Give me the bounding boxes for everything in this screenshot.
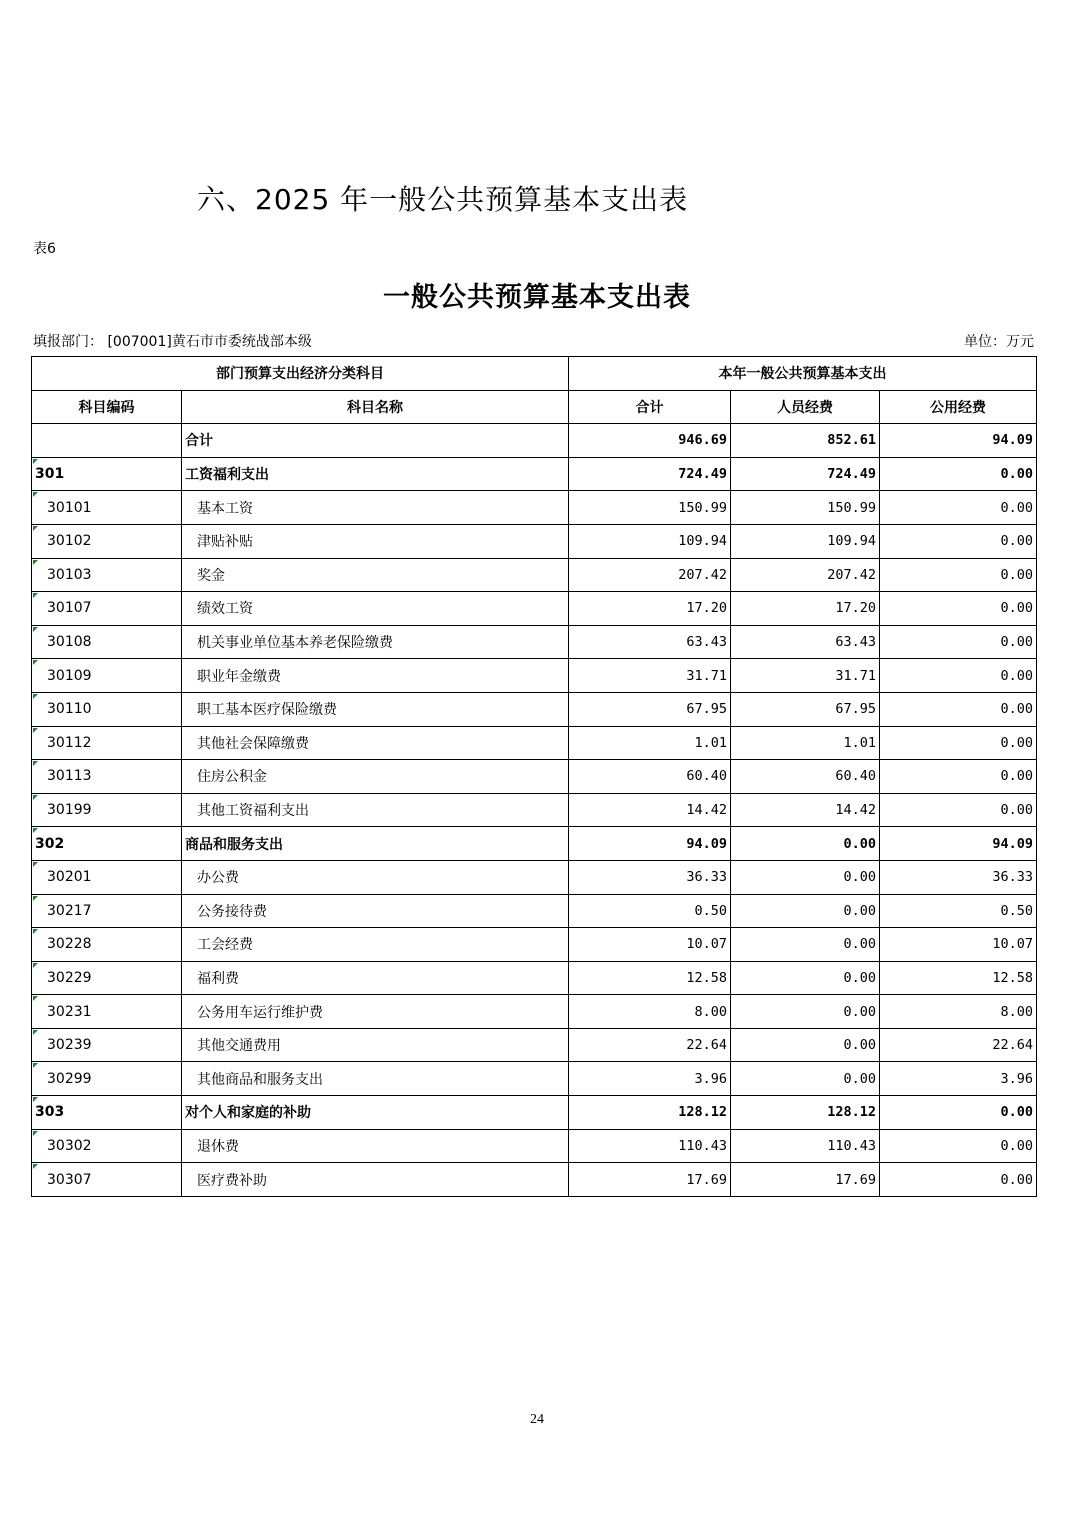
cell-code: 30239 xyxy=(32,1028,182,1062)
cell-code: 301 xyxy=(32,457,182,491)
cell-code: 30302 xyxy=(32,1129,182,1163)
cell-name: 职工基本医疗保险缴费 xyxy=(182,692,569,726)
cell-code: 30199 xyxy=(32,793,182,827)
reporting-department: 填报部门： [007001]黄石市市委统战部本级 xyxy=(33,334,312,350)
cell-public: 8.00 xyxy=(880,995,1037,1029)
cell-name: 其他社会保障缴费 xyxy=(182,726,569,760)
cell-code: 30201 xyxy=(32,860,182,894)
cell-public: 3.96 xyxy=(880,1062,1037,1096)
cell-code: 30299 xyxy=(32,1062,182,1096)
table-row xyxy=(32,928,1037,962)
cell-personnel: 1.01 xyxy=(731,726,880,760)
table-row xyxy=(32,592,1037,626)
cell-public: 0.00 xyxy=(880,457,1037,491)
cell-name: 办公费 xyxy=(182,860,569,894)
cell-public: 22.64 xyxy=(880,1028,1037,1062)
header-group-row xyxy=(32,357,1037,391)
cell-name: 公务用车运行维护费 xyxy=(182,995,569,1029)
cell-public: 0.00 xyxy=(880,692,1037,726)
cell-name: 工资福利支出 xyxy=(182,457,569,491)
header-name: 科目名称 xyxy=(182,390,569,424)
cell-name: 商品和服务支出 xyxy=(182,827,569,861)
cell-name: 其他交通费用 xyxy=(182,1028,569,1062)
cell-public: 0.00 xyxy=(880,760,1037,794)
cell-total: 31.71 xyxy=(569,659,731,693)
cell-total: 724.49 xyxy=(569,457,731,491)
header-code: 科目编码 xyxy=(32,390,182,424)
cell-personnel: 63.43 xyxy=(731,625,880,659)
cell-code: 30307 xyxy=(32,1163,182,1197)
cell-public: 0.00 xyxy=(880,524,1037,558)
cell-code: 30108 xyxy=(32,625,182,659)
cell-name: 退休费 xyxy=(182,1129,569,1163)
cell-public: 0.00 xyxy=(880,659,1037,693)
cell-code: 30110 xyxy=(32,692,182,726)
cell-total: 94.09 xyxy=(569,827,731,861)
cell-personnel: 17.69 xyxy=(731,1163,880,1197)
cell-total: 110.43 xyxy=(569,1129,731,1163)
cell-code: 30228 xyxy=(32,928,182,962)
header-total: 合计 xyxy=(569,390,731,424)
cell-public: 0.00 xyxy=(880,625,1037,659)
table-row xyxy=(32,995,1037,1029)
header-personnel: 人员经费 xyxy=(731,390,880,424)
table-row xyxy=(32,524,1037,558)
table-row xyxy=(32,1163,1037,1197)
cell-name: 合计 xyxy=(182,424,569,458)
cell-public: 94.09 xyxy=(880,827,1037,861)
cell-name: 津贴补贴 xyxy=(182,524,569,558)
cell-personnel: 0.00 xyxy=(731,827,880,861)
category-row xyxy=(32,827,1037,861)
cell-personnel: 207.42 xyxy=(731,558,880,592)
cell-public: 0.00 xyxy=(880,558,1037,592)
cell-total: 22.64 xyxy=(569,1028,731,1062)
cell-code xyxy=(32,424,182,458)
cell-public: 94.09 xyxy=(880,424,1037,458)
table-row xyxy=(32,860,1037,894)
cell-personnel: 67.95 xyxy=(731,692,880,726)
table-row xyxy=(32,1028,1037,1062)
cell-public: 10.07 xyxy=(880,928,1037,962)
cell-public: 0.00 xyxy=(880,1163,1037,1197)
table-row xyxy=(32,894,1037,928)
cell-personnel: 0.00 xyxy=(731,995,880,1029)
cell-personnel: 724.49 xyxy=(731,457,880,491)
cell-total: 17.20 xyxy=(569,592,731,626)
cell-personnel: 31.71 xyxy=(731,659,880,693)
cell-public: 0.00 xyxy=(880,592,1037,626)
cell-code: 30217 xyxy=(32,894,182,928)
section-title: 六、2025 年一般公共预算基本支出表 xyxy=(197,183,689,216)
cell-total: 109.94 xyxy=(569,524,731,558)
cell-code: 30102 xyxy=(32,524,182,558)
cell-personnel: 109.94 xyxy=(731,524,880,558)
cell-personnel: 852.61 xyxy=(731,424,880,458)
cell-personnel: 150.99 xyxy=(731,491,880,525)
cell-personnel: 0.00 xyxy=(731,1028,880,1062)
cell-public: 36.33 xyxy=(880,860,1037,894)
cell-public: 0.00 xyxy=(880,1096,1037,1130)
cell-public: 0.00 xyxy=(880,793,1037,827)
table-row xyxy=(32,1129,1037,1163)
header-column-row xyxy=(32,390,1037,424)
cell-public: 0.00 xyxy=(880,1129,1037,1163)
cell-personnel: 17.20 xyxy=(731,592,880,626)
unit-label: 单位：万元 xyxy=(964,334,1034,350)
cell-name: 公务接待费 xyxy=(182,894,569,928)
cell-total: 12.58 xyxy=(569,961,731,995)
cell-name: 奖金 xyxy=(182,558,569,592)
cell-code: 30109 xyxy=(32,659,182,693)
cell-personnel: 0.00 xyxy=(731,860,880,894)
cell-total: 14.42 xyxy=(569,793,731,827)
table-body xyxy=(32,424,1037,1197)
cell-name: 福利费 xyxy=(182,961,569,995)
cell-total: 946.69 xyxy=(569,424,731,458)
table-row xyxy=(32,659,1037,693)
cell-code: 30103 xyxy=(32,558,182,592)
cell-public: 0.00 xyxy=(880,491,1037,525)
cell-total: 8.00 xyxy=(569,995,731,1029)
cell-total: 207.42 xyxy=(569,558,731,592)
header-public: 公用经费 xyxy=(880,390,1037,424)
table-row xyxy=(32,760,1037,794)
cell-total: 1.01 xyxy=(569,726,731,760)
table-row xyxy=(32,1062,1037,1096)
cell-total: 67.95 xyxy=(569,692,731,726)
cell-name: 其他商品和服务支出 xyxy=(182,1062,569,1096)
cell-code: 30113 xyxy=(32,760,182,794)
cell-personnel: 60.40 xyxy=(731,760,880,794)
cell-total: 63.43 xyxy=(569,625,731,659)
cell-personnel: 0.00 xyxy=(731,961,880,995)
table-row xyxy=(32,726,1037,760)
cell-total: 150.99 xyxy=(569,491,731,525)
cell-code: 30231 xyxy=(32,995,182,1029)
category-row xyxy=(32,1096,1037,1130)
cell-code: 30107 xyxy=(32,592,182,626)
table-row xyxy=(32,692,1037,726)
cell-total: 3.96 xyxy=(569,1062,731,1096)
cell-code: 302 xyxy=(32,827,182,861)
cell-personnel: 0.00 xyxy=(731,928,880,962)
cell-code: 303 xyxy=(32,1096,182,1130)
cell-code: 30229 xyxy=(32,961,182,995)
cell-total: 0.50 xyxy=(569,894,731,928)
cell-personnel: 110.43 xyxy=(731,1129,880,1163)
cell-name: 其他工资福利支出 xyxy=(182,793,569,827)
cell-total: 36.33 xyxy=(569,860,731,894)
cell-name: 住房公积金 xyxy=(182,760,569,794)
cell-code: 30112 xyxy=(32,726,182,760)
table-row xyxy=(32,491,1037,525)
cell-personnel: 128.12 xyxy=(731,1096,880,1130)
page-number: 24 xyxy=(530,1412,544,1427)
cell-code: 30101 xyxy=(32,491,182,525)
table-row xyxy=(32,793,1037,827)
cell-public: 0.00 xyxy=(880,726,1037,760)
cell-personnel: 14.42 xyxy=(731,793,880,827)
table-title: 一般公共预算基本支出表 xyxy=(383,282,691,313)
cell-name: 机关事业单位基本养老保险缴费 xyxy=(182,625,569,659)
cell-total: 10.07 xyxy=(569,928,731,962)
cell-public: 12.58 xyxy=(880,961,1037,995)
cell-name: 基本工资 xyxy=(182,491,569,525)
cell-name: 对个人和家庭的补助 xyxy=(182,1096,569,1130)
category-row xyxy=(32,457,1037,491)
cell-total: 60.40 xyxy=(569,760,731,794)
cell-public: 0.50 xyxy=(880,894,1037,928)
table-row xyxy=(32,558,1037,592)
cell-total: 17.69 xyxy=(569,1163,731,1197)
table-row xyxy=(32,625,1037,659)
cell-name: 职业年金缴费 xyxy=(182,659,569,693)
cell-personnel: 0.00 xyxy=(731,894,880,928)
cell-total: 128.12 xyxy=(569,1096,731,1130)
budget-table xyxy=(31,356,1037,1197)
table-row xyxy=(32,961,1037,995)
cell-name: 绩效工资 xyxy=(182,592,569,626)
table-number: 表6 xyxy=(33,241,56,257)
header-basic-expenditure: 本年一般公共预算基本支出 xyxy=(569,357,1037,391)
cell-name: 医疗费补助 xyxy=(182,1163,569,1197)
total-row xyxy=(32,424,1037,458)
header-economic-category: 部门预算支出经济分类科目 xyxy=(32,357,569,391)
cell-personnel: 0.00 xyxy=(731,1062,880,1096)
cell-name: 工会经费 xyxy=(182,928,569,962)
